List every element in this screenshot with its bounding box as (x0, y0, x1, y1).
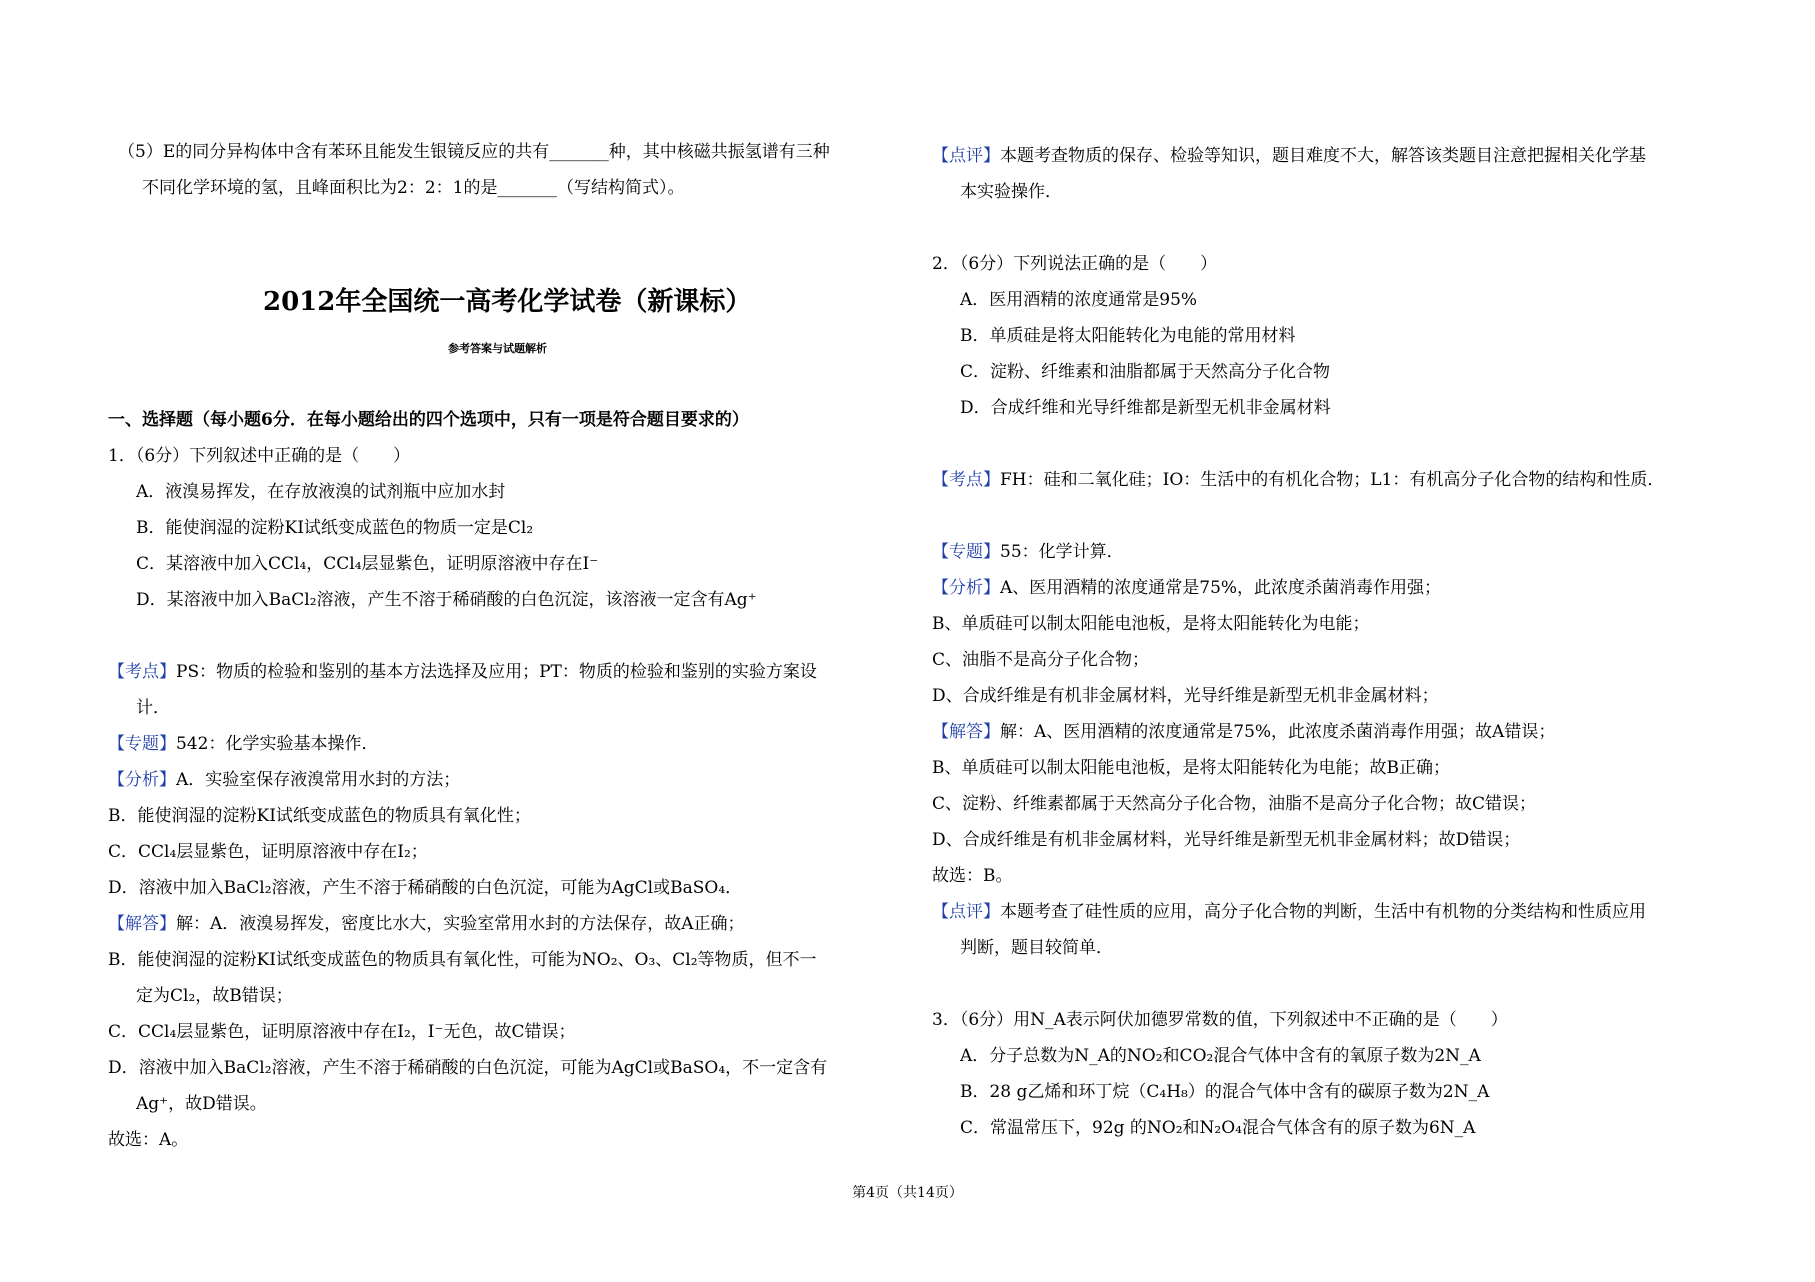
jieda-line-4: C．CCl₄层显紫色，证明原溶液中存在I₂，I⁻无色，故C错误； (108, 1022, 576, 1042)
jieda-line-5: D．溶液中加入BaCl₂溶液，产生不溶于稀硝酸的白色沉淀，可能为AgCl或BaSO₄，不一定含有 (108, 1058, 828, 1078)
zhuanti-tag: 【专题】 (108, 734, 176, 754)
q3-stem: 3．（6分）用N_A表示阿伏加德罗常数的值，下列叙述中不正确的是（ ） (932, 1010, 1508, 1030)
q1-option-b: B．能使润湿的淀粉KI试纸变成蓝色的物质一定是Cl₂ (136, 518, 534, 538)
jieda-line-1 (932, 720, 1555, 744)
zhuanti-line (108, 732, 378, 756)
q3-option-c: C．常温常压下，92g 的NO₂和N₂O₄混合气体含有的原子数为6N_A (960, 1118, 1476, 1138)
answer-line: 故选：B。 (932, 866, 1013, 886)
jieda-text: 解：A、医用酒精的浓度通常是75%，此浓度杀菌消毒作用强；故A错误； (1000, 722, 1556, 742)
q5-line-2: 不同化学环境的氢，且峰面积比为2：2：1的是_______（写结构简式）。 (142, 178, 685, 198)
jieda-line-3: C、淀粉、纤维素都属于天然高分子化合物，油脂不是高分子化合物；故C错误； (932, 794, 1537, 814)
kaodian-text: FH：硅和二氧化硅；IO：生活中的有机化合物；L1：有机高分子化合物的结构和性质． (1000, 470, 1665, 490)
jieda-tag: 【解答】 (108, 914, 176, 934)
fenxi-line-1 (932, 576, 1441, 600)
dianping2-line-1 (932, 900, 1646, 924)
jieda-text: 解：A．液溴易挥发，密度比水大，实验室常用水封的方法保存，故A正确； (176, 914, 745, 934)
fenxi-tag: 【分析】 (108, 770, 176, 790)
dianping-text: 本题考查物质的保存、检验等知识，题目难度不大，解答该类题目注意把握相关化学基 (1000, 146, 1646, 166)
q1-stem: 1．（6分）下列叙述中正确的是（ ） (108, 446, 411, 466)
fenxi-line-3: C．CCl₄层显紫色，证明原溶液中存在I₂； (108, 842, 428, 862)
kaodian-line (932, 468, 1664, 492)
jieda-line-1 (108, 912, 745, 936)
kaodian-tag: 【考点】 (108, 662, 176, 682)
fenxi-line-3: C、油脂不是高分子化合物； (932, 650, 1150, 670)
fenxi-line-4: D、合成纤维是有机非金属材料，光导纤维是新型无机非金属材料； (932, 686, 1439, 706)
fenxi-tag: 【分析】 (932, 578, 1000, 598)
zhuanti-text: 55：化学计算． (1000, 542, 1124, 562)
kaodian-line-1 (108, 660, 817, 684)
dianping2-tag: 【点评】 (932, 902, 1000, 922)
dianping2-line-2: 判断，题目较简单． (960, 938, 1113, 958)
jieda-line-2: B．能使润湿的淀粉KI试纸变成蓝色的物质具有氧化性，可能为NO₂、O₃、Cl₂等物质，但不一 (108, 950, 817, 970)
dianping-line-2: 本实验操作． (960, 182, 1062, 202)
q2-option-b: B．单质硅是将太阳能转化为电能的常用材料 (960, 326, 1296, 346)
zhuanti-line (932, 540, 1124, 564)
kaodian-line-2: 计． (136, 698, 170, 718)
dianping-tag: 【点评】 (932, 146, 1000, 166)
fenxi-line-1 (108, 768, 460, 792)
fenxi-line-2: B．能使润湿的淀粉KI试纸变成蓝色的物质具有氧化性； (108, 806, 531, 826)
q1-option-a: A．液溴易挥发，在存放液溴的试剂瓶中应加水封 (136, 482, 506, 502)
fenxi-line-2: B、单质硅可以制太阳能电池板，是将太阳能转化为电能； (932, 614, 1370, 634)
q3-option-b: B．28 g乙烯和环丁烷（C₄H₈）的混合气体中含有的碳原子数为2N_A (960, 1082, 1490, 1102)
paper-title: 2012年全国统一高考化学试卷（新课标） (263, 287, 752, 317)
jieda-line-6: Ag⁺，故D错误。 (136, 1094, 267, 1114)
answer-line: 故选：A。 (108, 1130, 189, 1150)
jieda-line-3: 定为Cl₂，故B错误； (136, 986, 293, 1006)
q2-option-a: A．医用酒精的浓度通常是95% (960, 290, 1198, 310)
q2-stem: 2．（6分）下列说法正确的是（ ） (932, 254, 1218, 274)
fenxi-line-4: D．溶液中加入BaCl₂溶液，产生不溶于稀硝酸的白色沉淀，可能为AgCl或BaSO₄． (108, 878, 743, 898)
kaodian-tag: 【考点】 (932, 470, 1000, 490)
dianping-line-1 (932, 144, 1646, 168)
section-heading: 一、选择题（每小题6分．在每小题给出的四个选项中，只有一项是符合题目要求的） (108, 410, 749, 430)
zhuanti-text: 542：化学实验基本操作． (176, 734, 379, 754)
jieda-line-2: B、单质硅可以制太阳能电池板，是将太阳能转化为电能；故B正确； (932, 758, 1450, 778)
q3-option-a: A．分子总数为N_A的NO₂和CO₂混合气体中含有的氧原子数为2N_A (960, 1046, 1481, 1066)
q2-option-c: C．淀粉、纤维素和油脂都属于天然高分子化合物 (960, 362, 1331, 382)
dianping2-text: 本题考查了硅性质的应用，高分子化合物的判断，生活中有机物的分类结构和性质应用 (1000, 902, 1646, 922)
jieda-line-4: D、合成纤维是有机非金属材料，光导纤维是新型无机非金属材料；故D错误； (932, 830, 1521, 850)
jieda-tag: 【解答】 (932, 722, 1000, 742)
q5-line-1: （5）E的同分异构体中含有苯环且能发生银镜反应的共有_______种，其中核磁共振氢谱有三种 (118, 142, 830, 162)
paper-subtitle: 参考答案与试题解析 (448, 342, 547, 355)
q1-option-d: D．某溶液中加入BaCl₂溶液，产生不溶于稀硝酸的白色沉淀，该溶液一定含有Ag⁺ (136, 590, 757, 610)
q1-option-c: C．某溶液中加入CCl₄，CCl₄层显紫色，证明原溶液中存在I⁻ (136, 554, 599, 574)
fenxi-text: A、医用酒精的浓度通常是75%，此浓度杀菌消毒作用强； (1000, 578, 1442, 598)
zhuanti-tag: 【专题】 (932, 542, 1000, 562)
fenxi-text: A．实验室保存液溴常用水封的方法； (176, 770, 461, 790)
kaodian-text: PS：物质的检验和鉴别的基本方法选择及应用；PT：物质的检验和鉴别的实验方案设 (176, 662, 817, 682)
q2-option-d: D．合成纤维和光导纤维都是新型无机非金属材料 (960, 398, 1331, 418)
page-footer: 第4页（共14页） (852, 1185, 963, 1201)
